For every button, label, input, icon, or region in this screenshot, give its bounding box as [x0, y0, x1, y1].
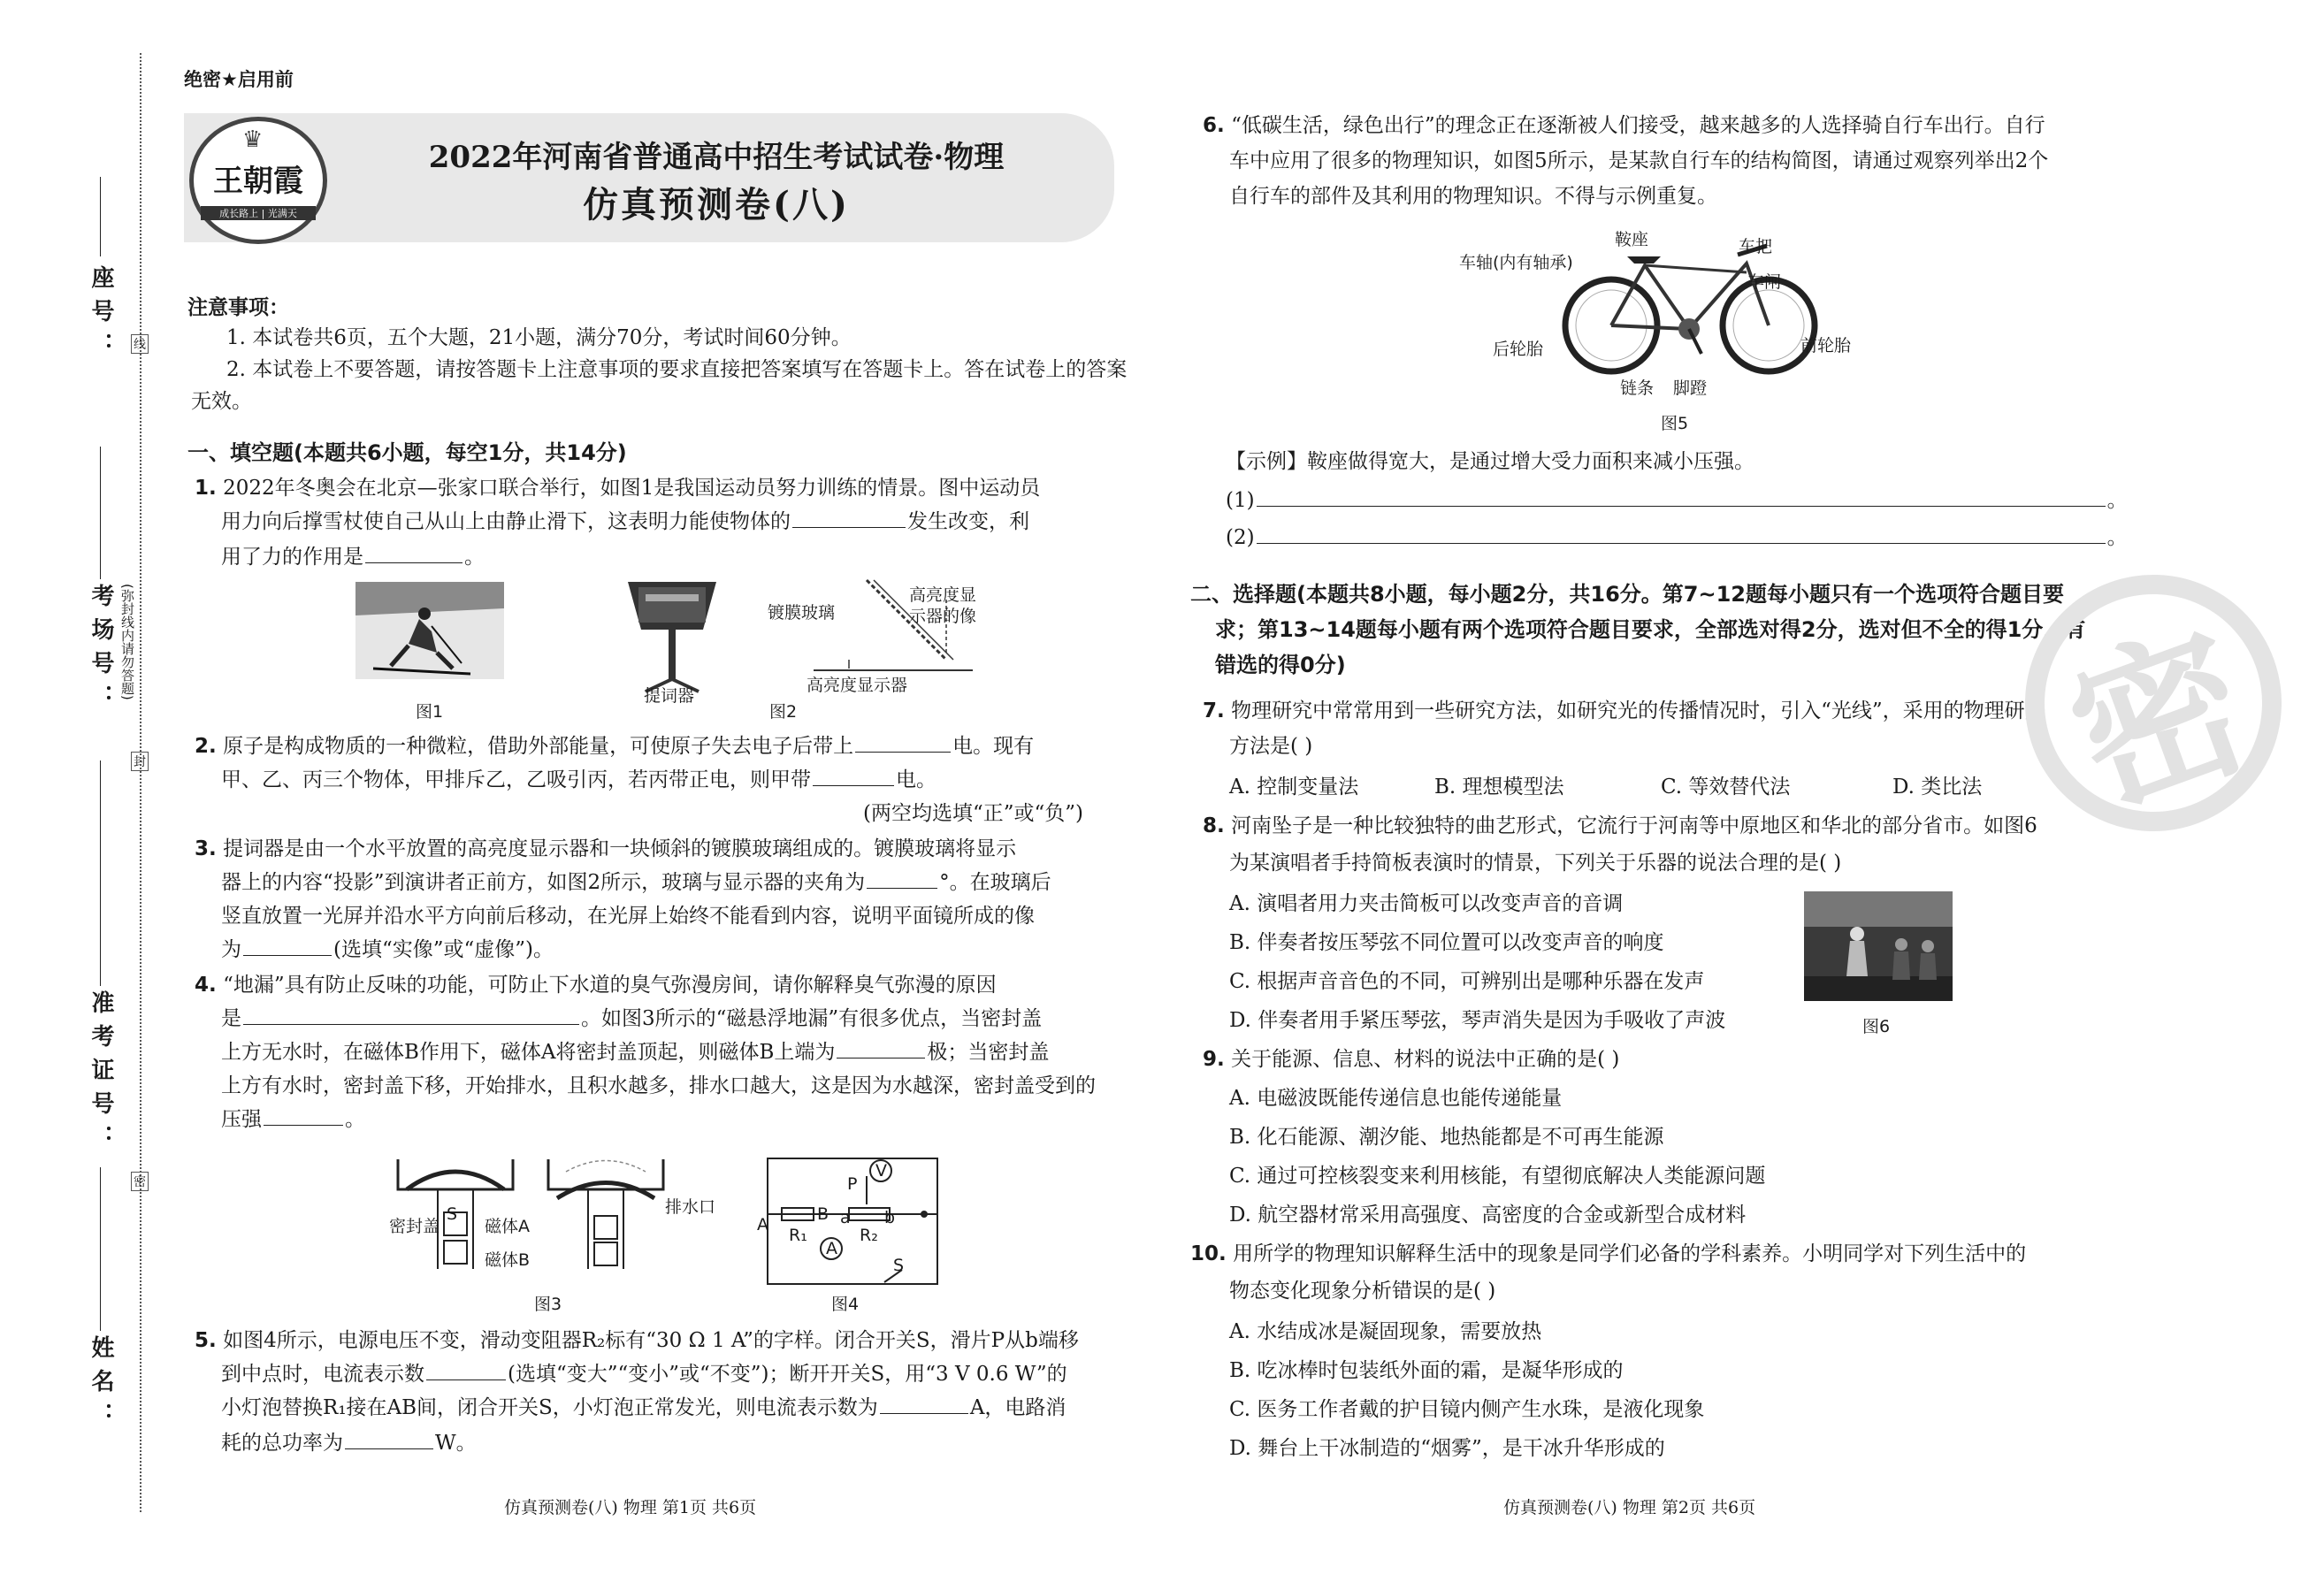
- q4-l5a: 压强: [221, 1108, 262, 1131]
- fig4-label-R1: R₁: [789, 1226, 807, 1245]
- q3-blank-2[interactable]: [243, 932, 332, 956]
- figure3-drain-label: 排水口: [665, 1197, 716, 1217]
- room-line: [100, 447, 101, 579]
- fig4-label-P: P: [847, 1174, 858, 1194]
- q2-blank-2[interactable]: [813, 762, 894, 786]
- q7-l1: 物理研究中常常用到一些研究方法，如研究光的传播情况时，引入“光线”，采用的物理研究: [1231, 699, 2045, 722]
- q7-line2: 方法是( ): [1229, 735, 1313, 758]
- exam-title: 2022年河南省普通高中招生考试试卷·物理: [428, 140, 1005, 175]
- fig4-label-S: S: [893, 1256, 905, 1275]
- q4-l2a: 是: [221, 1007, 241, 1030]
- figure3-a-label: 磁体A: [485, 1217, 530, 1236]
- logo-sub: 成长路上 | 光满天: [201, 206, 316, 220]
- q1-l2b: 发生改变，利: [907, 510, 1029, 533]
- q5-line3: [221, 1388, 1066, 1427]
- q1-number: 1.: [195, 477, 217, 500]
- notice-heading: 注意事项：: [187, 296, 289, 319]
- bike-front-label: 前轮胎: [1800, 336, 1852, 355]
- notice-item-1: 1. 本试卷共6页，五个大题，21小题，满分70分，考试时间60分钟。: [226, 326, 852, 349]
- q6-answer-2-line[interactable]: [1257, 520, 2106, 544]
- q6: [1203, 106, 2045, 145]
- q8-option-a[interactable]: A. 演唱者用力夹击简板可以改变声音的音调: [1229, 892, 1624, 915]
- figure6-caption: 图6: [1862, 1017, 1891, 1036]
- q5-blank-2[interactable]: [880, 1390, 968, 1414]
- q7-option-b[interactable]: B. 理想模型法: [1434, 776, 1564, 799]
- fig4-ammeter: A: [826, 1239, 837, 1258]
- logo-crest: ♛: [242, 126, 264, 153]
- fig4-label-R2: R₂: [860, 1226, 878, 1245]
- q7-option-c[interactable]: C. 等效替代法: [1661, 776, 1791, 799]
- q8-option-c[interactable]: C. 根据声音音色的不同，可辨别出是哪种乐器在发声: [1229, 970, 1705, 993]
- q3-line3: 竖直放置一光屏并沿水平方向前后移动，在光屏上始终不能看到内容，说明平面镜所成的像: [221, 905, 1035, 928]
- seal-warning: (弥封线内请勿答题): [119, 584, 135, 700]
- fig4-label-A: A: [757, 1215, 768, 1234]
- seal-mark-seal: 封: [131, 752, 149, 771]
- q8-option-d[interactable]: D. 伴奏者用手紧压琴弦，琴声消失是因为手吸收了声波: [1229, 1009, 1726, 1032]
- q4-line4: 上方有水时，密封盖下移，开始排水，且积水越多，排水口越大，这是因为水越深，密封盖受到的: [221, 1074, 1096, 1097]
- notice-item-2a: 2. 本试卷上不要答题，请按答题卡上注意事项的要求直接把答案填写在答题卡上。答在试卷上的答案: [226, 358, 1128, 381]
- seat-label: 座号：: [88, 265, 114, 366]
- notice-item-2b: 无效。: [191, 390, 252, 413]
- q7: [1203, 692, 2045, 730]
- q3-l2b: °。在玻璃后: [939, 871, 1051, 894]
- bike-axle-label: 车轴(内有轴承): [1459, 253, 1573, 272]
- ticket-line: [100, 760, 101, 986]
- footer-right: 仿真预测卷(八) 物理 第2页 共6页: [1503, 1498, 1756, 1517]
- figure2-tele-label: 提词器: [644, 686, 695, 706]
- name-line: [100, 1167, 101, 1331]
- q10-option-b[interactable]: B. 吃冰棒时包装纸外面的霜，是凝华形成的: [1229, 1359, 1624, 1382]
- q2-l1a: 原子是构成物质的一种微粒，借助外部能量，可使原子失去电子后带上: [223, 735, 854, 758]
- q5-number: 5.: [195, 1329, 217, 1352]
- q4-blank-2[interactable]: [837, 1035, 925, 1058]
- bike-handle-label: 车把: [1739, 237, 1773, 256]
- q6-answer-1: [1226, 481, 2128, 520]
- q1-l3a: 用了力的作用是: [221, 546, 363, 569]
- q3-blank-1[interactable]: [867, 865, 937, 889]
- q1-l2a: 用力向后撑雪杖使自己从山上由静止滑下，这表明力能使物体的: [221, 510, 791, 533]
- q2-line2: [221, 760, 936, 799]
- section1-title: 一、填空题(本题共6小题，每空1分，共14分): [187, 440, 627, 465]
- q3-l1: 提词器是由一个水平放置的高亮度显示器和一块倾斜的镀膜玻璃组成的。镀膜玻璃将显示: [223, 837, 1017, 860]
- q5-blank-3[interactable]: [345, 1425, 433, 1449]
- q8-l1: 河南坠子是一种比较独特的曲艺形式，它流行于河南等中原地区和华北的部分省市。如图6: [1231, 814, 2037, 837]
- figure2-display-label: 高亮度显示器: [807, 676, 908, 695]
- q1-line1: 2022年冬奥会在北京—张家口联合举行，如图1是我国运动员努力训练的情景。图中运动员: [223, 477, 1041, 500]
- q10-number: 10.: [1190, 1242, 1227, 1265]
- q4-number: 4.: [195, 974, 217, 997]
- q5-l4b: W。: [435, 1432, 477, 1455]
- q6-answer-2: [1226, 518, 2128, 557]
- figure2-image-label-2: 示器的像: [909, 607, 977, 626]
- q10-option-d[interactable]: D. 舞台上干冰制造的“烟雾”，是干冰升华形成的: [1229, 1437, 1665, 1460]
- q6-line3: 自行车的部件及其利用的物理知识。不得与示例重复。: [1229, 185, 1717, 208]
- section2-title-3: 错选的得0分): [1215, 653, 1346, 677]
- figure3-b-label: 磁体B: [485, 1250, 531, 1270]
- q5-blank-1[interactable]: [426, 1357, 506, 1380]
- q2-l2b: 电。: [896, 768, 936, 791]
- q6-example: 【示例】鞍座做得宽大，是通过增大受力面积来减小压强。: [1226, 450, 1754, 473]
- figure4-caption: 图4: [831, 1295, 860, 1314]
- ticket-label: 准考证号：: [88, 990, 114, 1158]
- bike-saddle-label: 鞍座: [1615, 230, 1649, 249]
- q2-line3: (两空均选填“正”或“负”): [863, 802, 1083, 825]
- figure6-performance-photo: [1804, 891, 1953, 1001]
- seat-line: [100, 177, 101, 256]
- footer-left: 仿真预测卷(八) 物理 第1页 共6页: [504, 1498, 757, 1517]
- q10-l1: 用所学的物理知识解释生活中的现象是同学们必备的学科素养。小明同学对下列生活中的: [1233, 1242, 2027, 1265]
- q5-l4a: 耗的总功率为: [221, 1432, 343, 1455]
- q4-l2b: 。如图3所示的“磁悬浮地漏”有很多优点，当密封盖: [581, 1007, 1043, 1030]
- q6-answer-1-line[interactable]: [1257, 483, 2106, 507]
- q8-option-b[interactable]: B. 伴奏者按压琴弦不同位置可以改变声音的响度: [1229, 931, 1664, 954]
- figure4-circuit: [761, 1150, 946, 1291]
- secret-stamp-watermark: 密: [1989, 539, 2318, 867]
- q6-answer-1-period: 。: [2106, 489, 2128, 512]
- q3-l2a: 器上的内容“投影”到演讲者正前方，如图2所示，玻璃与显示器的夹角为: [221, 871, 866, 894]
- section2-title-2: 求；第13~14题每小题有两个选项符合题目要求，全部选对得2分，选对但不全的得1分，有: [1215, 617, 2086, 642]
- q5-l1: 如图4所示，电源电压不变，滑动变阻器R₂标有“30 Ω 1 A”的字样。闭合开关S，滑片P从b端移: [223, 1329, 1079, 1352]
- seal-mark-line: 线: [131, 334, 149, 354]
- q8: [1203, 806, 2037, 845]
- q3-number: 3.: [195, 837, 217, 860]
- q3-l4b: (选填“实像”或“虚像”)。: [333, 938, 554, 961]
- q4-l5b: 。: [345, 1108, 365, 1131]
- q7-option-a[interactable]: A. 控制变量法: [1229, 776, 1359, 799]
- q6-answer-2-label: (2): [1226, 526, 1255, 549]
- figure2-teleprompter: [619, 575, 725, 694]
- seal-mark-secret: 密: [131, 1172, 149, 1191]
- figure1-caption: 图1: [416, 702, 444, 722]
- q1-l3b: 。: [464, 546, 485, 569]
- q4-l1: “地漏”具有防止反味的功能，可防止下水道的臭气弥漫房间，请你解释臭气弥漫的原因: [223, 974, 997, 997]
- q1-blank-1[interactable]: [792, 504, 906, 528]
- q3-line4: [221, 930, 554, 969]
- q1-line2: [221, 502, 1029, 541]
- figure5-bicycle: [1556, 237, 1822, 378]
- logo-text: 王朝霞: [213, 164, 303, 199]
- q4-l3b: 极；当密封盖: [927, 1041, 1050, 1064]
- q6-l1: “低碳生活，绿色出行”的理念正在逐渐被人们接受，越来越多的人选择骑自行车出行。自行: [1231, 114, 2045, 137]
- q5-l3a: 小灯泡替换R₁接在AB间，闭合开关S，小灯泡正常发光，则电流表示数为: [221, 1396, 878, 1419]
- bike-chain-label: 链条: [1620, 378, 1655, 398]
- q10: [1190, 1234, 2026, 1273]
- q5-l2a: 到中点时，电流表示数: [221, 1363, 424, 1386]
- fig4-label-a: a: [840, 1208, 851, 1227]
- q9: [1203, 1040, 1619, 1079]
- name-label: 姓名：: [88, 1335, 114, 1436]
- figure5-caption: 图5: [1661, 414, 1689, 433]
- section2-title-1: 二、选择题(本题共8小题，每小题2分，共16分。第7~12题每小题只有一个选项符合题目要: [1190, 582, 2064, 607]
- q4-blank-1[interactable]: [243, 1001, 579, 1025]
- q7-option-d[interactable]: D. 类比法: [1892, 776, 1983, 799]
- bike-brake-label: 车闸: [1747, 272, 1782, 292]
- q4-blank-3[interactable]: [264, 1102, 343, 1126]
- fig4-label-b: b: [884, 1208, 896, 1227]
- figure2-caption: 图2: [769, 702, 798, 722]
- q9-number: 9.: [1203, 1048, 1225, 1071]
- q7-number: 7.: [1203, 699, 1225, 722]
- q9-l1: 关于能源、信息、材料的说法中正确的是( ): [1231, 1048, 1620, 1071]
- q2-l1b: 电。现有: [952, 735, 1035, 758]
- q3-l4a: 为: [221, 938, 241, 961]
- figure2-glass-label: 镀膜玻璃: [768, 603, 836, 623]
- figure1-skier-photo: [355, 582, 504, 679]
- room-label: 考场号：: [88, 584, 114, 718]
- q9-option-d[interactable]: D. 航空器材常采用高强度、高密度的合金或新型合成材料: [1229, 1204, 1747, 1227]
- secret-label: 绝密★启用前: [184, 69, 294, 90]
- q10-option-a[interactable]: A. 水结成冰是凝固现象，需要放热: [1229, 1320, 1542, 1343]
- q2-l2a: 甲、乙、丙三个物体，甲排斥乙，乙吸引丙，若丙带正电，则甲带: [221, 768, 811, 791]
- q2-number: 2.: [195, 735, 217, 758]
- q1-line3: [221, 538, 485, 577]
- binding-dotted-line: [140, 53, 141, 1512]
- q5-line4: [221, 1424, 477, 1463]
- q6-line2: 车中应用了很多的物理知识，如图5所示，是某款自行车的结构简图，请通过观察列举出2个: [1229, 149, 2049, 172]
- bike-rear-label: 后轮胎: [1493, 340, 1544, 359]
- figure2-image-label-1: 高亮度显: [909, 585, 977, 605]
- q9-option-a[interactable]: A. 电磁波既能传递信息也能传递能量: [1229, 1087, 1563, 1110]
- q4-line5: [221, 1100, 365, 1139]
- q10-line2: 物态变化现象分析错误的是( ): [1229, 1280, 1496, 1303]
- q8-line2: 为某演唱者手持简板表演时的情景，下列关于乐器的说法合理的是( ): [1229, 852, 1842, 875]
- q5-l3b: A，电路消: [969, 1396, 1066, 1419]
- q5-l2b: (选填“变大”“变小”或“不变”)；断开开关S，用“3 V 0.6 W”的: [508, 1363, 1067, 1386]
- q6-answer-1-label: (1): [1226, 489, 1255, 512]
- figure3-caption: 图3: [534, 1295, 562, 1314]
- exam-subtitle: 仿真预测卷(八): [583, 184, 850, 225]
- q10-option-c[interactable]: C. 医务工作者戴的护目镜内侧产生水珠，是液化现象: [1229, 1398, 1705, 1421]
- fig4-label-B: B: [817, 1204, 829, 1224]
- q6-number: 6.: [1203, 114, 1225, 137]
- q9-option-c[interactable]: C. 通过可控核裂变来利用核能，有望彻底解决人类能源问题: [1229, 1165, 1766, 1188]
- figure3-s-label: S: [447, 1204, 458, 1224]
- q1-blank-2[interactable]: [365, 539, 463, 563]
- q4-l3a: 上方无水时，在磁体B作用下，磁体A将密封盖顶起，则磁体B上端为: [221, 1041, 836, 1064]
- fig4-voltmeter: V: [875, 1161, 887, 1181]
- logo-badge: [189, 117, 327, 244]
- q8-number: 8.: [1203, 814, 1225, 837]
- q9-option-b[interactable]: B. 化石能源、潮汐能、地热能都是不可再生能源: [1229, 1126, 1664, 1149]
- q6-answer-2-period: 。: [2106, 526, 2128, 549]
- figure3-seal-label: 密封盖: [389, 1217, 440, 1236]
- bike-pedal-label: 脚蹬: [1673, 378, 1708, 398]
- q2-blank-1[interactable]: [855, 729, 951, 753]
